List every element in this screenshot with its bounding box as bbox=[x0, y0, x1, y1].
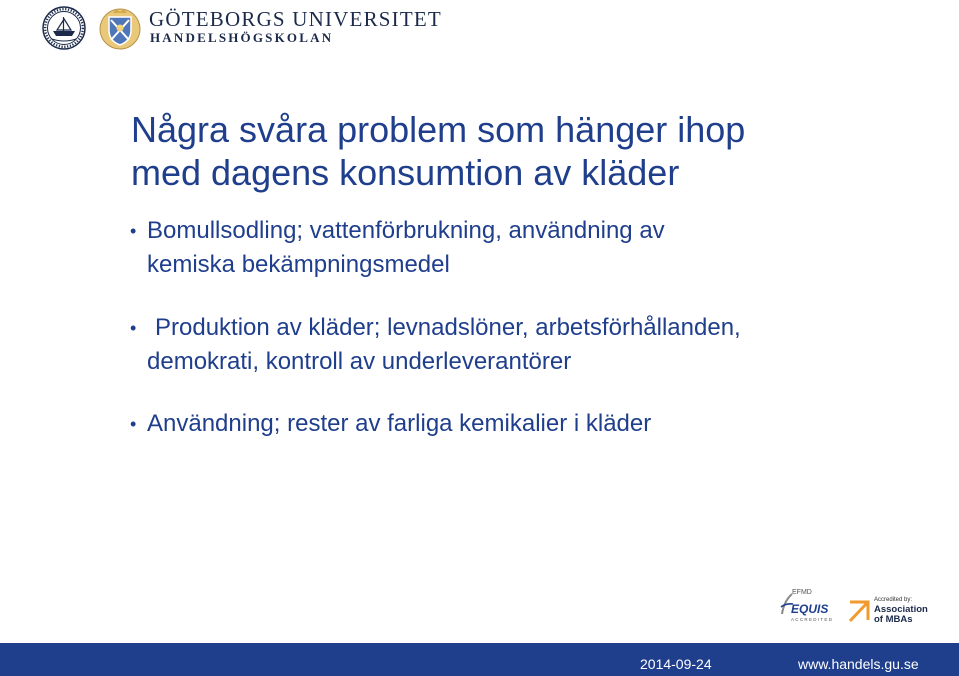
equis-efmd-text: EFMD bbox=[792, 589, 812, 596]
website-url: www.handels.gu.se bbox=[798, 656, 919, 672]
bullet-text bbox=[130, 311, 870, 379]
bullet-item bbox=[130, 407, 870, 441]
bullet-line: demokrati, kontroll av underleverantörer bbox=[147, 348, 572, 375]
slide-title-line: Några svåra problem som hänger ihop bbox=[131, 109, 746, 150]
bullet-line: Produktion av kläder; levnadslöner, arbetsförhållanden, bbox=[155, 314, 741, 341]
bullet-marker: • bbox=[130, 414, 137, 434]
bullet-marker: • bbox=[130, 318, 137, 338]
equis-accredited-text: ACCREDITED bbox=[791, 617, 834, 622]
amba-mark-icon bbox=[848, 599, 870, 623]
amba-name-line: Association bbox=[874, 604, 928, 615]
university-name: GÖTEBORGS UNIVERSITET bbox=[149, 7, 442, 31]
slide-title-line: med dagens konsumtion av kläder bbox=[131, 152, 680, 193]
amba-accredited-by: Accredited by: bbox=[874, 597, 913, 603]
university-seal-icon bbox=[42, 6, 86, 50]
bullet-line: Bomullsodling; vattenförbrukning, användning av bbox=[147, 217, 665, 244]
footer-bar bbox=[0, 643, 959, 676]
bullet-text bbox=[130, 214, 870, 282]
bullet-text bbox=[130, 407, 870, 441]
bullet-item bbox=[130, 214, 870, 282]
slide-date: 2014-09-24 bbox=[640, 656, 712, 672]
school-crest-icon bbox=[98, 6, 142, 50]
bullet-item bbox=[130, 311, 870, 379]
bullet-marker: • bbox=[130, 221, 137, 241]
school-name: HANDELSHÖGSKOLAN bbox=[150, 30, 334, 45]
equis-logo bbox=[780, 589, 832, 625]
equis-wordmark: EQUIS bbox=[791, 602, 829, 616]
bullet-line: Användning; rester av farliga kemikalier i kläder bbox=[147, 410, 652, 437]
bullet-list bbox=[130, 214, 870, 441]
amba-name-line: of MBAs bbox=[874, 614, 913, 625]
bullet-line: kemiska bekämpningsmedel bbox=[147, 251, 450, 278]
slide-title bbox=[131, 108, 851, 194]
amba-logo bbox=[848, 597, 928, 627]
